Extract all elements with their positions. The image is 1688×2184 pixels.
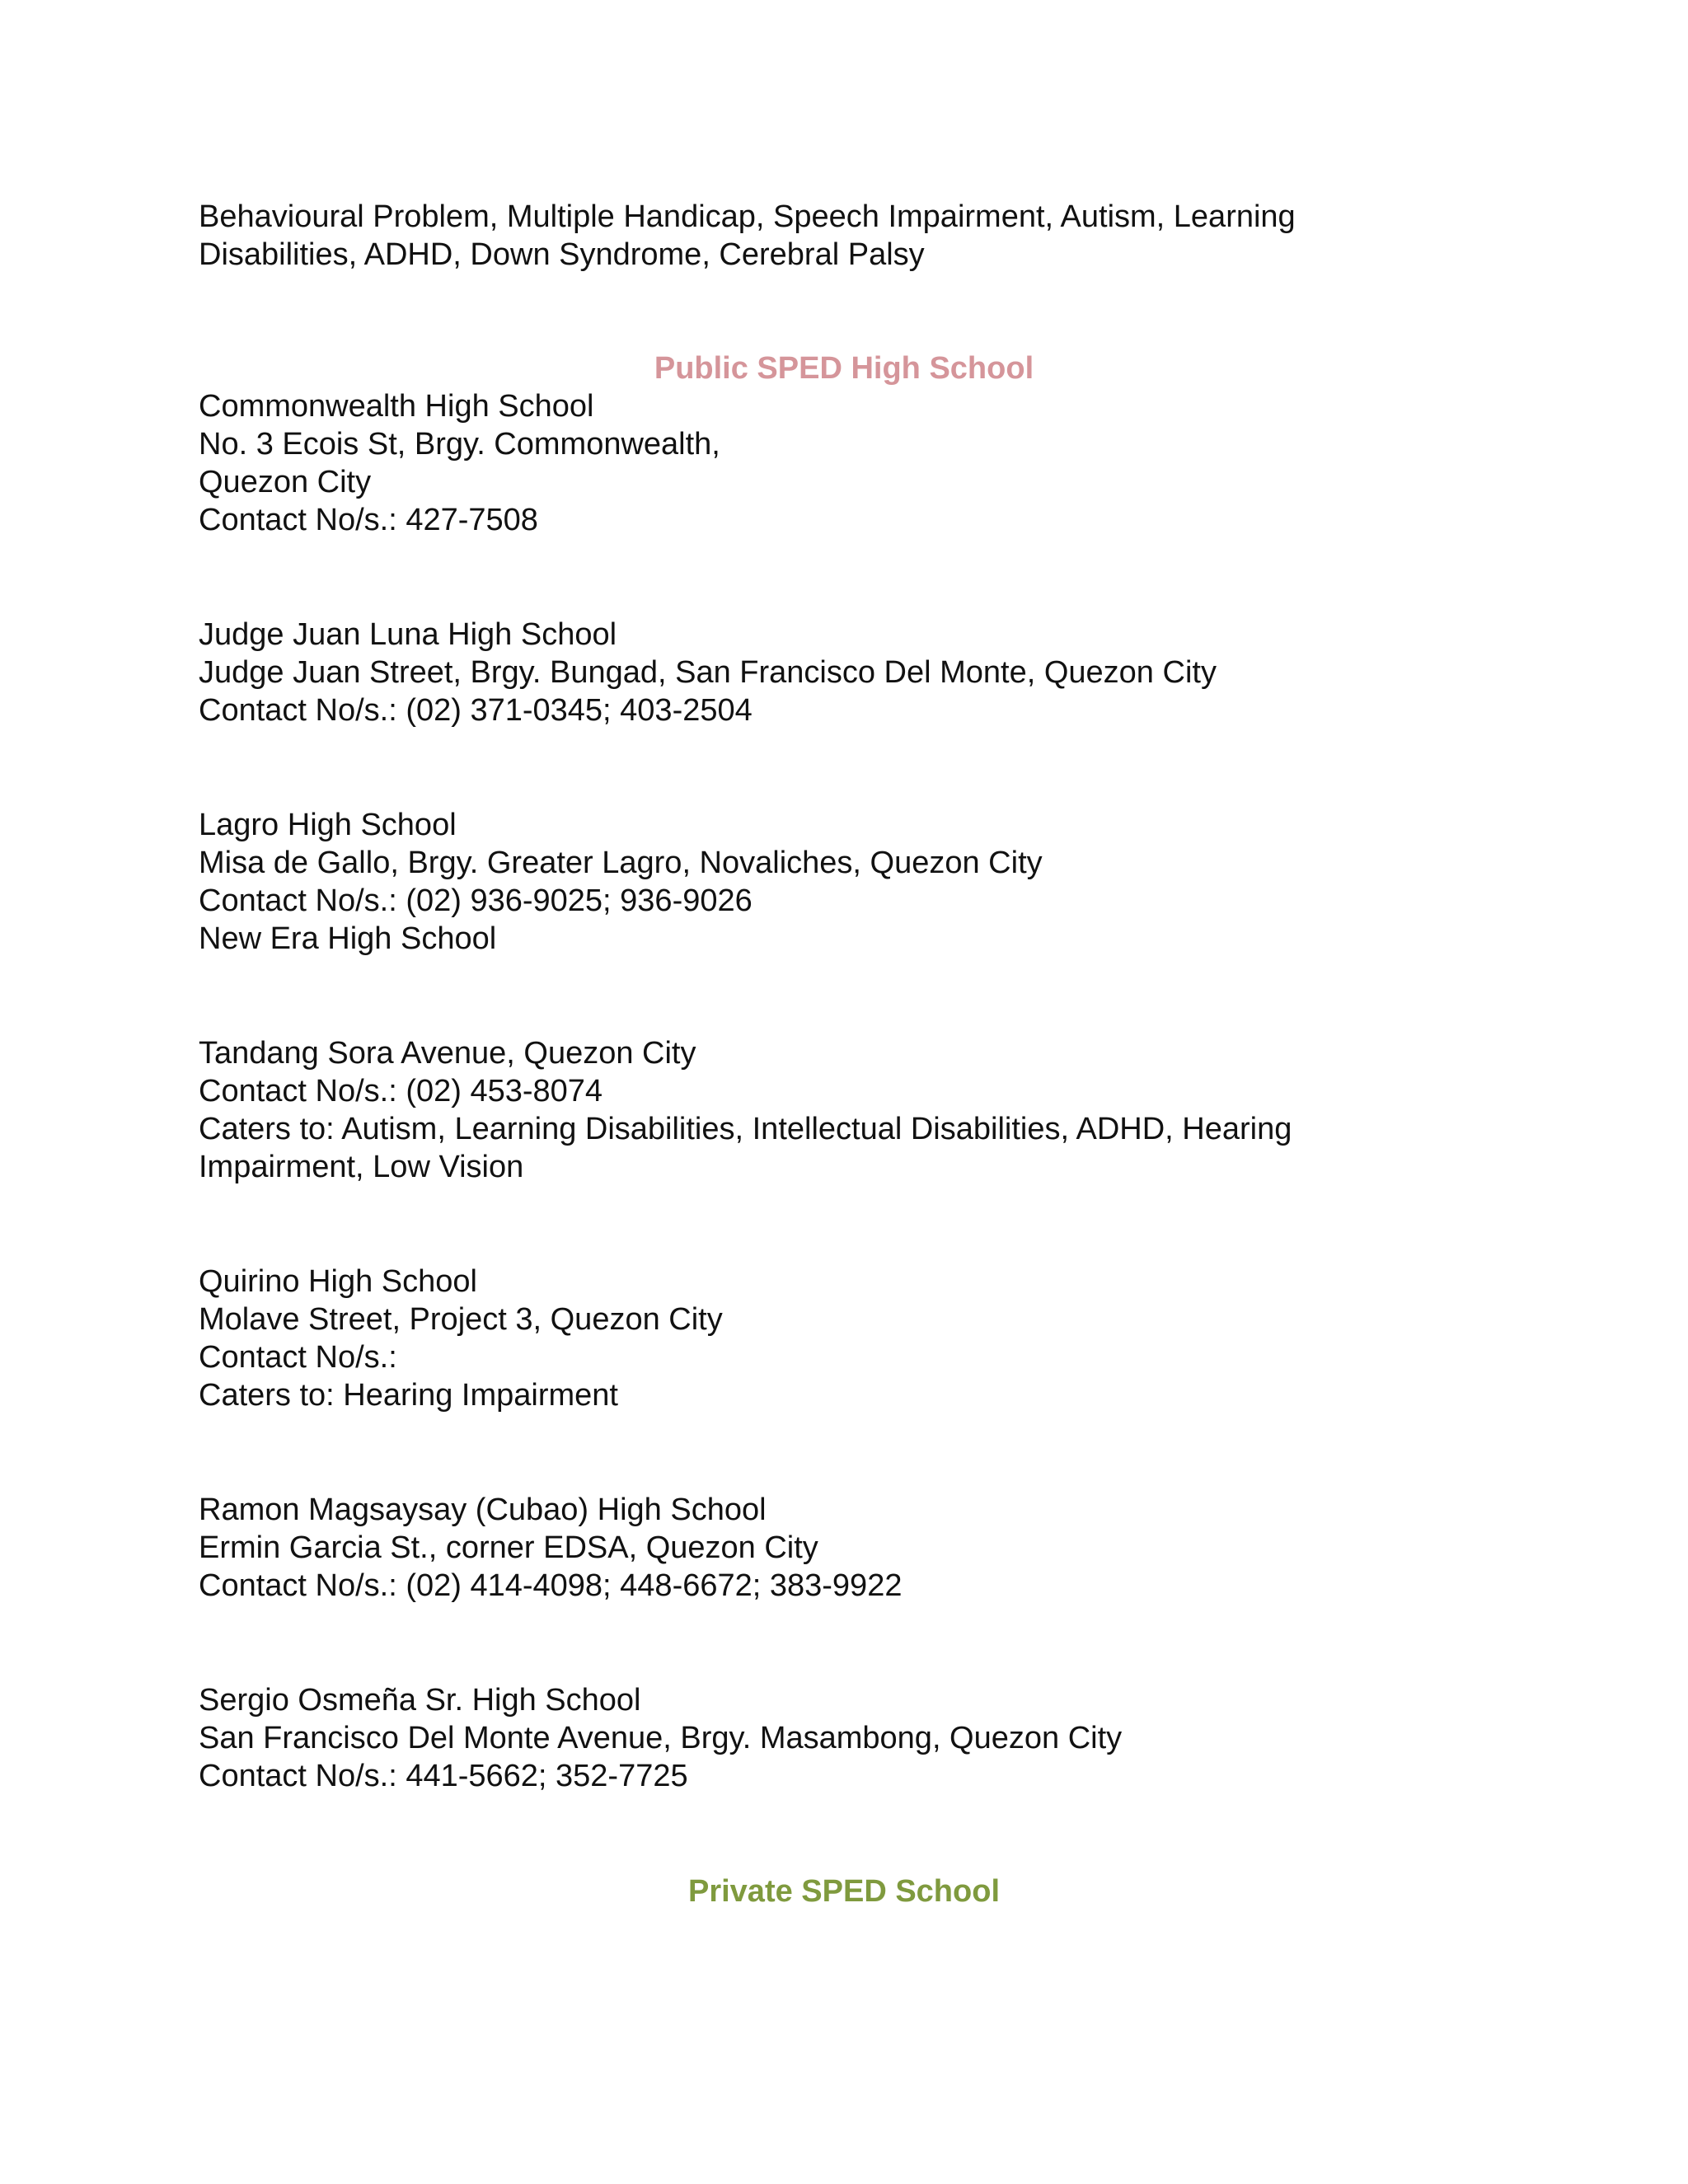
school-address: San Francisco Del Monte Avenue, Brgy. Masambong, Quezon City (199, 1721, 1123, 1755)
school-name: Lagro High School (199, 808, 457, 842)
school-entry-ramon-magsaysay (199, 1491, 1517, 1605)
school-contact: Contact No/s.: (02) 414-4098; 448-6672; 383-9922 (199, 1568, 903, 1603)
intro-paragraph (199, 198, 1517, 274)
school-contact: Contact No/s.: 441-5662; 352-7725 (199, 1759, 688, 1793)
school-contact: Contact No/s.: (02) 453-8074 (199, 1074, 603, 1108)
school-entry-sergio-osmena (199, 1681, 1517, 1795)
school-name: Commonwealth High School (199, 389, 594, 424)
school-address: Judge Juan Street, Brgy. Bungad, San Francisco Del Monte, Quezon City (199, 655, 1217, 690)
school-caters: Caters to: Autism, Learning Disabilities, Intellectual Disabilities, ADHD, Hearing (199, 1112, 1292, 1146)
school-entry-new-era (199, 1034, 1517, 1186)
school-entry-judge-juan-luna (199, 616, 1517, 729)
intro-line: Disabilities, ADHD, Down Syndrome, Cerebral Palsy (199, 237, 925, 272)
school-entry-quirino (199, 1263, 1517, 1414)
school-contact: Contact No/s.: 427-7508 (199, 503, 538, 537)
school-name: Judge Juan Luna High School (199, 617, 617, 652)
school-entry-lagro (199, 806, 1517, 958)
school-contact: Contact No/s.: (02) 371-0345; 403-2504 (199, 693, 753, 728)
school-address: Ermin Garcia St., corner EDSA, Quezon City (199, 1530, 818, 1565)
school-entry-commonwealth (199, 387, 1517, 539)
school-address: Tandang Sora Avenue, Quezon City (199, 1036, 696, 1071)
school-caters: Caters to: Hearing Impairment (199, 1378, 618, 1413)
school-name: New Era High School (199, 921, 497, 956)
school-name: Quirino High School (199, 1264, 477, 1299)
school-contact: Contact No/s.: (02) 936-9025; 936-9026 (199, 883, 753, 918)
school-address: Quezon City (199, 465, 372, 499)
intro-line: Behavioural Problem, Multiple Handicap, Speech Impairment, Autism, Learning (199, 199, 1296, 234)
private-sped-heading: Private SPED School (687, 1874, 1000, 1909)
school-contact: Contact No/s.: (199, 1340, 397, 1375)
school-caters: Impairment, Low Vision (199, 1150, 524, 1184)
school-address: Misa de Gallo, Brgy. Greater Lagro, Novaliches, Quezon City (199, 846, 1043, 880)
school-address: Molave Street, Project 3, Quezon City (199, 1302, 723, 1337)
school-address: No. 3 Ecois St, Brgy. Commonwealth, (199, 427, 720, 462)
public-sped-heading: Public SPED High School (654, 351, 1034, 386)
school-name: Ramon Magsaysay (Cubao) High School (199, 1493, 767, 1527)
school-name: Sergio Osmeña Sr. High School (199, 1683, 641, 1718)
